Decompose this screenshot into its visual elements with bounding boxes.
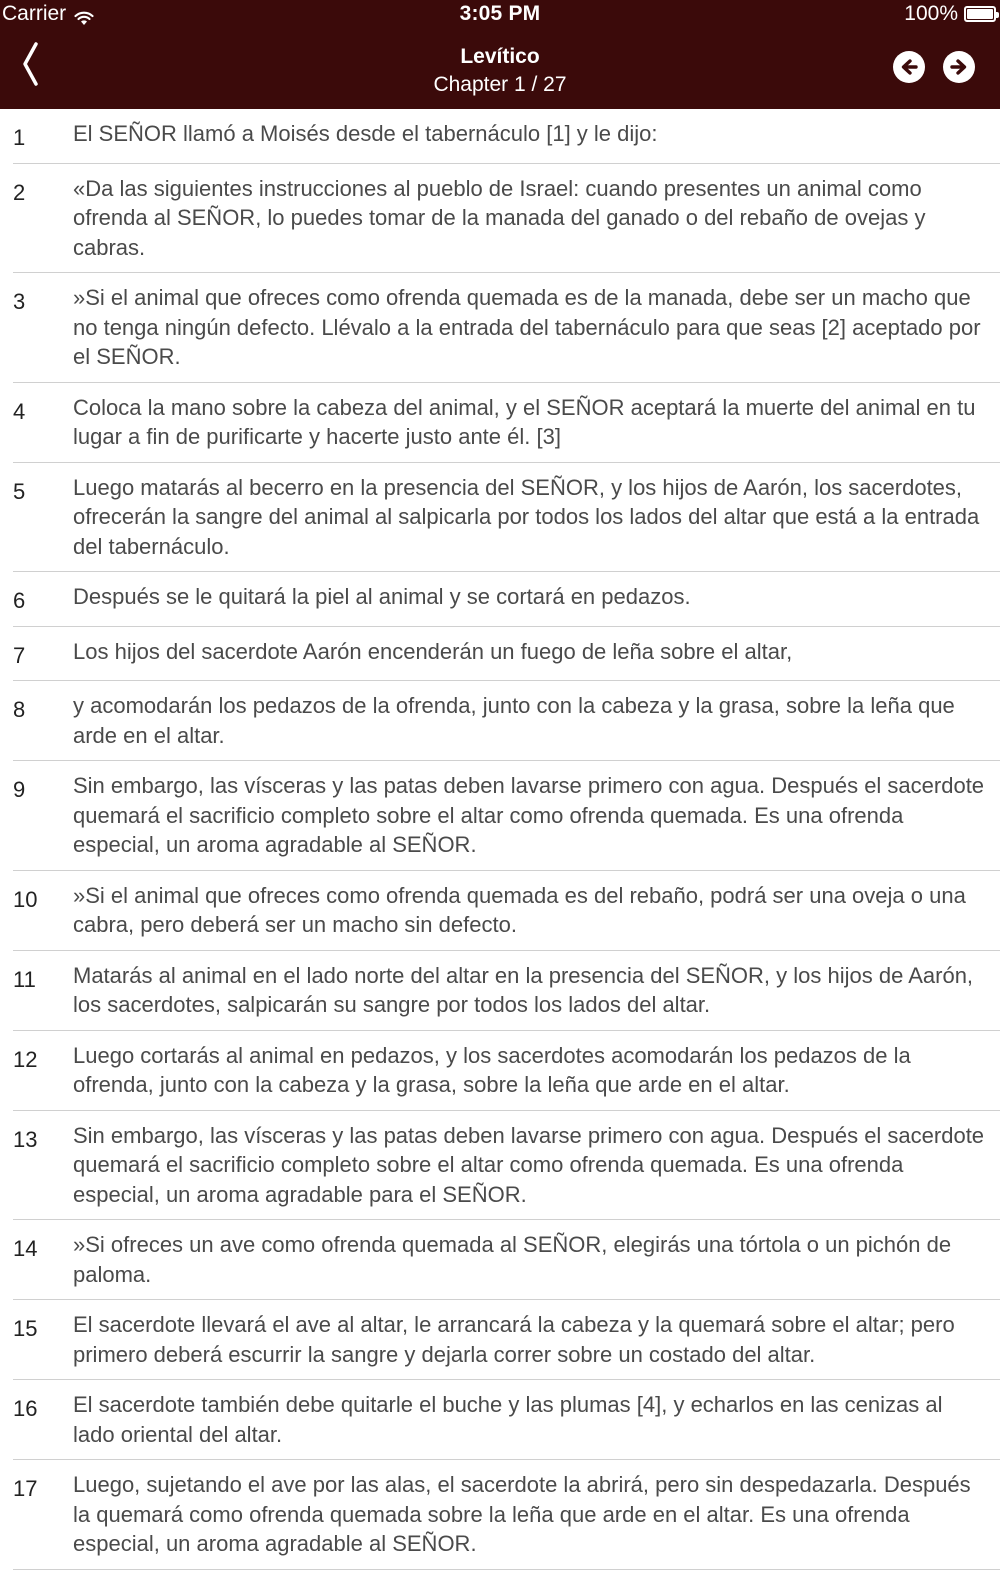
verse-text: El SEÑOR llamó a Moisés desde el tabernáculo [1] y le dijo: xyxy=(73,121,658,146)
previous-chapter-button[interactable] xyxy=(893,51,925,83)
next-chapter-button[interactable] xyxy=(943,51,975,83)
verse-number: 1 xyxy=(13,125,26,150)
verse-number: 14 xyxy=(13,1236,38,1261)
verse-row[interactable] xyxy=(13,1220,1000,1300)
verse-row[interactable] xyxy=(13,1300,1000,1380)
verse-row[interactable] xyxy=(13,951,1000,1031)
verse-text: «Da las siguientes instrucciones al pueblo de Israel: cuando presentes un animal como ofrenda al SEÑOR, lo puedes tomar de la manada del ganado o del rebaño de ovejas y cabras. xyxy=(73,175,926,260)
verse-text: Coloca la mano sobre la cabeza del animal, y el SEÑOR aceptará la muerte del animal en tu lugar a fin de purificarte y hacerte justo ante él. [3] xyxy=(73,394,976,449)
verse-number: 4 xyxy=(13,398,26,424)
navigation-bar xyxy=(0,28,1000,109)
verse-number: 16 xyxy=(13,1396,38,1421)
verse-number: 12 xyxy=(13,1046,38,1072)
verse-row[interactable] xyxy=(13,383,1000,463)
verse-number: 17 xyxy=(13,1476,38,1501)
verse-text: El sacerdote llevará el ave al altar, le arrancará la cabeza y la quemará sobre el altar; pero primero deberá escurrir la sangre y dejarla correr sobre un costado del altar. xyxy=(73,1312,955,1367)
verse-text: »Si el animal que ofreces como ofrenda quemada es de la manada, debe ser un macho que no tenga ningún defecto. Llévalo a la entrada del tabernáculo para que seas [2] aceptado por el SEÑOR. xyxy=(73,285,981,369)
verse-number: 15 xyxy=(13,1316,38,1341)
battery-percent: 100% xyxy=(904,2,958,25)
verse-number: 7 xyxy=(13,642,26,668)
verse-number: 2 xyxy=(13,179,26,205)
arrow-left-circle-icon xyxy=(898,56,920,78)
verse-row[interactable] xyxy=(13,761,1000,871)
carrier-label: Carrier xyxy=(2,2,67,25)
verse-row[interactable] xyxy=(13,627,1000,682)
book-title: Levítico xyxy=(460,45,540,68)
verse-row[interactable] xyxy=(13,1111,1000,1221)
verse-list[interactable] xyxy=(0,109,1000,1556)
verse-text: Luego, sujetando el ave por las alas, el sacerdote la abrirá, pero sin despedazarla. Después la quemará como ofrenda quemada sobre la leña que arde en el altar. Es una ofrenda especial, un aroma agradable al SEÑOR. xyxy=(73,1472,971,1556)
arrow-right-circle-icon xyxy=(948,56,970,78)
verse-text: Después se le quitará la piel al animal y se cortará en pedazos. xyxy=(73,584,691,609)
top-bar xyxy=(0,0,1000,109)
verse-number: 3 xyxy=(13,289,26,314)
verse-number: 11 xyxy=(13,966,36,992)
verse-text: Sin embargo, las vísceras y las patas deben lavarse primero con agua. Después el sacerdote quemará el sacrificio completo sobre el altar como ofrenda quemada. Es una ofrenda especial, un aroma agradable al SEÑOR. xyxy=(73,773,985,857)
verse-row[interactable] xyxy=(13,1460,1000,1570)
verse-row[interactable] xyxy=(13,164,1000,274)
verse-text: Luego cortarás al animal en pedazos, y los sacerdotes acomodarán los pedazos de la ofrenda, junto con la cabeza y la grasa, sobre la leña que arde en el altar. xyxy=(73,1042,911,1097)
verse-text: »Si ofreces un ave como ofrenda quemada al SEÑOR, elegirás una tórtola o un pichón de paloma. xyxy=(73,1232,952,1287)
verse-text: Los hijos del sacerdote Aarón encenderán un fuego de leña sobre el altar, xyxy=(73,638,793,664)
verse-row[interactable] xyxy=(13,463,1000,573)
battery-icon xyxy=(964,6,996,22)
verse-number: 10 xyxy=(13,886,38,912)
verse-text: »Si el animal que ofreces como ofrenda quemada es del rebaño, podrá ser una oveja o una cabra, pero deberá ser un macho sin defecto. xyxy=(73,882,966,937)
status-time: 3:05 PM xyxy=(459,2,541,25)
verse-row[interactable] xyxy=(13,1380,1000,1460)
verse-text: El sacerdote también debe quitarle el buche y las plumas [4], y echarlos en las cenizas al lado oriental del altar. xyxy=(73,1392,943,1447)
chapter-indicator: Chapter 1 / 27 xyxy=(433,73,567,96)
verse-row[interactable] xyxy=(13,871,1000,951)
verse-number: 8 xyxy=(13,697,26,722)
verse-row[interactable] xyxy=(13,1031,1000,1111)
verse-row[interactable] xyxy=(13,109,1000,164)
status-right xyxy=(904,0,996,28)
verse-number: 5 xyxy=(13,478,26,504)
verse-number: 6 xyxy=(13,588,26,613)
status-bar xyxy=(0,0,1000,28)
verse-number: 9 xyxy=(13,777,26,802)
verse-text: y acomodarán los pedazos de la ofrenda, junto con la cabeza y la grasa, sobre la leña que arde en el altar. xyxy=(73,693,955,748)
verse-text: Matarás al animal en el lado norte del altar en la presencia del SEÑOR, y los hijos de Aarón, los sacerdotes, salpicarán su sangre por todos los lados del altar. xyxy=(73,962,974,1017)
verse-number: 13 xyxy=(13,1126,38,1152)
verse-row[interactable] xyxy=(13,572,1000,627)
verse-text: Sin embargo, las vísceras y las patas deben lavarse primero con agua. Después el sacerdote quemará el sacrificio completo sobre el altar como ofrenda quemada. Es una ofrenda especial, un aroma agradable para el SEÑOR. xyxy=(73,1122,985,1207)
verse-text: Luego matarás al becerro en la presencia del SEÑOR, y los hijos de Aarón, los sacerdotes, ofrecerán la sangre del animal al salpicarla por todos los lados del altar que está a la entrada del tabernáculo. xyxy=(73,474,980,559)
verse-row[interactable] xyxy=(13,273,1000,383)
verse-row[interactable] xyxy=(13,681,1000,761)
